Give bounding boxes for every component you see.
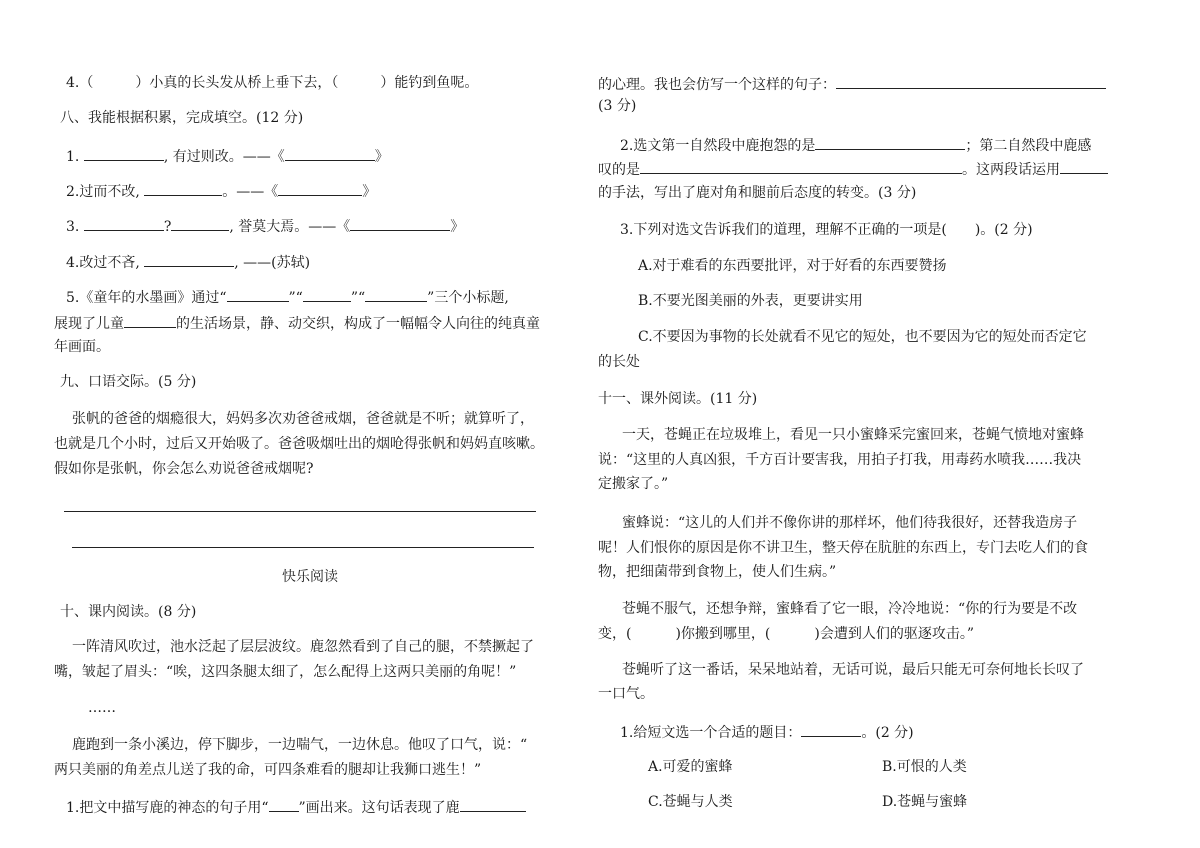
option-c[interactable]: C.苍蝇与人类 (648, 794, 733, 810)
blank[interactable] (171, 215, 229, 231)
paragraph-line: 张帆的爸爸的烟瘾很大，妈妈多次劝爸爸戒烟，爸爸就是不听；就算听了， (72, 411, 534, 427)
blank[interactable] (303, 286, 351, 302)
ellipsis: …… (88, 700, 116, 716)
passage-line: 蜜蜂说：“这儿的人们并不像你讲的那样坏，他们待我很好，还替我造房子 (622, 515, 1078, 531)
passage-line: 一天，苍蝇正在垃圾堆上，看见一只小蜜蜂采完蜜回来，苍蝇气愤地对蜜蜂 (622, 427, 1084, 443)
fill-line-1: 1. , 有过则改。——《 》 (66, 145, 389, 167)
blank[interactable] (1060, 158, 1108, 174)
fill-line-3: 3. ? , 誉莫大焉。——《 》 (66, 215, 464, 237)
fill-line-5b: 展现了儿童 的生活场景，静、动交织，构成了一幅幅令人向往的纯真童 (54, 312, 540, 334)
question-1-line: 1.把文中描写鹿的神态的句子用“ ”画出来。这句话表现了鹿 (66, 796, 526, 818)
blank[interactable] (84, 145, 164, 161)
question-2-line: 2.选文第一自然段中鹿抱怨的是 ；第二自然段中鹿感 (620, 134, 1091, 156)
question-3-stem: 3.下列对选文告诉我们的道理，理解不正确的一项是( )。(2 分) (620, 222, 1033, 238)
section-title: 快乐阅读 (282, 569, 338, 585)
blank[interactable] (365, 286, 427, 302)
passage-line: 定搬家了。” (598, 476, 669, 492)
passage-line: 苍蝇听了这一番话，呆呆地站着，无话可说，最后只能无可奈何地长长叹了 (622, 662, 1084, 678)
question-2-line: 叹的是 。这两段话运用 (598, 158, 1108, 180)
passage-line: 物，把细菌带到食物上，使人们生病。” (598, 564, 837, 580)
passage-line: 呢！人们恨你的原因是你不讲卫生，整天停在肮脏的东西上，专门去吃人们的食 (598, 540, 1088, 556)
passage-line: 鹿跑到一条小溪边，停下脚步，一边喘气，一边休息。他叹了口气，说：“ (72, 737, 528, 753)
paragraph-line: 也就是几个小时，过后又开始吸了。爸爸吸烟吐出的烟呛得张帆和妈妈直咳嗽。 (54, 436, 544, 452)
question-2-line: 的手法，写出了鹿对角和腿前后态度的转变。(3 分) (598, 185, 917, 201)
blank[interactable] (460, 796, 526, 812)
option-c-cont: 的长处 (598, 354, 640, 370)
blank[interactable] (124, 312, 176, 328)
blank[interactable] (278, 180, 362, 196)
passage-line: 变，( )你搬到哪里，( )会遭到人们的驱逐攻击。” (598, 626, 975, 642)
section-11-heading: 十一、课外阅读。(11 分) (598, 391, 758, 407)
passage-line: 一阵清风吹过，池水泛起了层层波纹。鹿忽然看到了自己的腿，不禁撅起了 (72, 639, 534, 655)
blank[interactable] (815, 134, 965, 150)
passage-line: 苍蝇不服气，还想争辩，蜜蜂看了它一眼，冷冷地说：“你的行为要是不改 (622, 601, 1078, 617)
blank[interactable] (836, 73, 1106, 89)
blank[interactable] (144, 251, 234, 267)
blank[interactable] (285, 145, 375, 161)
option-b[interactable]: B.可恨的人类 (882, 759, 967, 775)
option-a[interactable]: A.可爱的蜜蜂 (648, 759, 733, 775)
blank[interactable] (227, 286, 289, 302)
passage-line: 说：“这里的人真凶狠，千方百计要害我，用拍子打我，用毒药水喷我……我决 (598, 452, 1082, 468)
passage-line: 嘴，皱起了眉头：“唉，这四条腿太细了，怎么配得上这两只美丽的角呢！” (54, 664, 517, 680)
blank[interactable] (801, 721, 861, 737)
blank[interactable] (144, 180, 222, 196)
fill-line-5c: 年画面。 (54, 339, 110, 355)
answer-line[interactable] (64, 511, 536, 512)
section-8-heading: 八、我能根据积累，完成填空。(12 分) (60, 110, 304, 126)
blank[interactable] (84, 215, 164, 231)
fill-line-4: 4.改过不吝, , ——(苏轼) (66, 251, 310, 273)
paragraph-line: 假如你是张帆，你会怎么劝说爸爸戒烟呢? (54, 461, 314, 477)
fill-line-5: 5.《童年的水墨画》通过“ ”“ ”“ ”三个小标题, (66, 286, 509, 308)
question-4-line: 4.（ ）小真的长头发从桥上垂下去，（ ）能钓到鱼呢。 (66, 75, 479, 91)
continuation-line: 的心理。我也会仿写一个这样的句子： (598, 73, 1106, 95)
fill-line-2: 2.过而不改, 。——《 》 (66, 180, 376, 202)
option-d[interactable]: D.苍蝇与蜜蜂 (882, 794, 968, 810)
section-9-heading: 九、口语交际。(5 分) (60, 374, 197, 390)
blank[interactable] (640, 158, 962, 174)
question-1-line: 1.给短文选一个合适的题目： 。(2 分) (620, 721, 914, 743)
blank[interactable] (269, 796, 299, 812)
option-b[interactable]: B.不要光图美丽的外表，更要讲实用 (638, 293, 863, 309)
answer-line[interactable] (72, 547, 534, 548)
option-a[interactable]: A.对于难看的东西要批评，对于好看的东西要赞扬 (638, 258, 947, 274)
passage-line: 两只美丽的角差点儿送了我的命，可四条难看的腿却让我狮口逃生！” (54, 762, 482, 778)
section-10-heading: 十、课内阅读。(8 分) (60, 604, 197, 620)
option-c[interactable]: C.不要因为事物的长处就看不见它的短处，也不要因为它的短处而否定它 (638, 329, 1087, 345)
score-note: (3 分) (598, 98, 637, 114)
passage-line: 一口气。 (598, 686, 654, 702)
blank[interactable] (350, 215, 450, 231)
